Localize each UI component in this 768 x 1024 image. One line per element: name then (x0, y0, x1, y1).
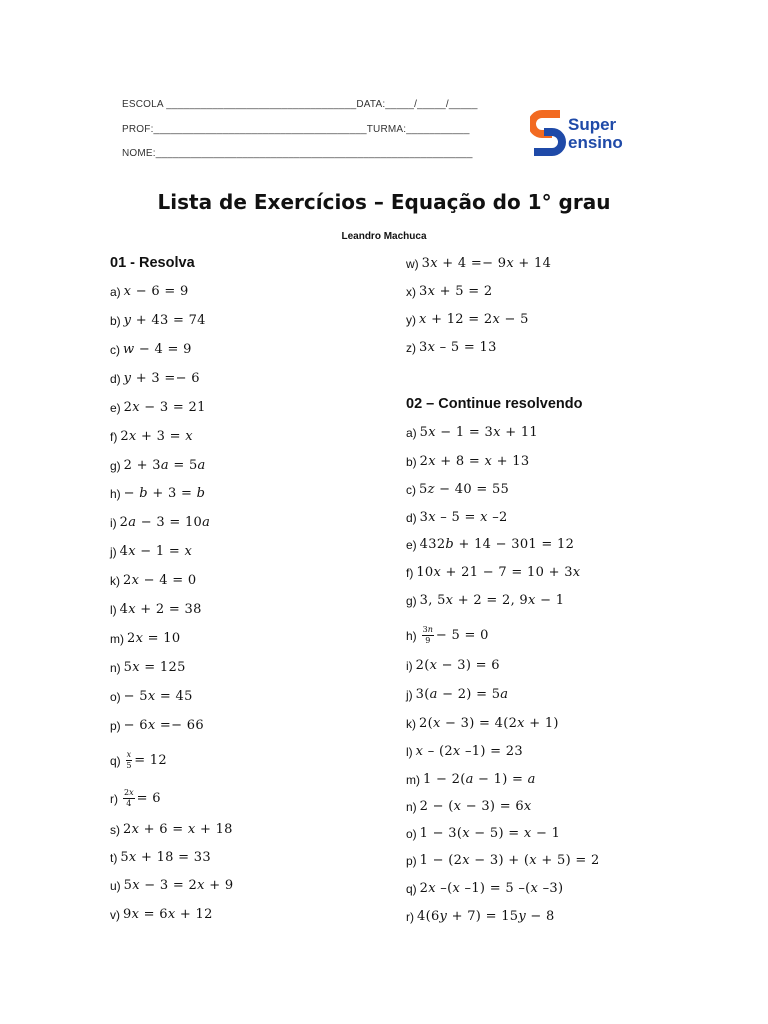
exercise-label: a) (406, 425, 417, 440)
equation-text: 2𝑥 + 8 = 𝑥 + 13 (419, 454, 530, 469)
exercise-label: w) (406, 256, 419, 271)
exercise-label: i) (110, 515, 117, 530)
logo-text-ensino: ensino (568, 133, 623, 152)
fraction-numerator: 𝑥 (126, 750, 132, 759)
exercise-2-j (406, 688, 508, 701)
exercise-label: k) (110, 573, 120, 588)
equation-text: 1 − (2𝑥 − 3) + (𝑥 + 5) = 2 (419, 853, 600, 868)
equation-text: 2𝑥 + 6 = 𝑥 + 18 (123, 822, 233, 837)
exercise-label: f) (406, 565, 414, 580)
exercise-label: o) (110, 689, 121, 704)
equation-text: 2𝑥 − 4 = 0 (123, 573, 197, 588)
fraction (123, 789, 135, 808)
equation-text: 𝑦 + 43 = 74 (123, 313, 206, 328)
equation-text: 3𝑥 – 5 = 𝑥 –2 (419, 510, 508, 525)
exercise-1-d (110, 372, 200, 385)
exercise-label: r) (110, 791, 118, 806)
equation-text: 4𝑥 + 2 = 38 (119, 602, 202, 617)
equation-text: 2(𝑥 − 3) = 4(2𝑥 + 1) (419, 716, 559, 731)
exercise-1-u (110, 879, 233, 892)
equation-text: 2(𝑥 − 3) = 6 (415, 658, 500, 673)
exercise-label: e) (406, 537, 417, 552)
exercise-1-x (406, 285, 492, 298)
exercise-label: a) (110, 284, 121, 299)
exercise-label: d) (406, 510, 417, 525)
exercise-1-p (110, 719, 204, 732)
fraction (422, 626, 434, 645)
fraction-numerator: 3𝑛 (422, 625, 433, 634)
exercise-1-g (110, 459, 206, 472)
exercise-label: u) (110, 878, 121, 893)
equation-text: 2 + 3𝑎 = 5𝑎 (123, 458, 206, 473)
equation-text: 𝑤 − 4 = 9 (123, 342, 192, 357)
fraction-denominator: 9 (425, 636, 431, 645)
equation-text: 1 − 2(𝑎 − 1) = 𝑎 (423, 772, 536, 787)
exercise-1-r (110, 789, 161, 808)
equation-text: 4(6𝑦 + 7) = 15𝑦 − 8 (417, 909, 555, 924)
exercise-1-z (406, 341, 497, 354)
exercise-label: b) (406, 454, 417, 469)
fraction (126, 751, 133, 770)
exercise-label: l) (406, 744, 413, 759)
exercise-2-c (406, 483, 509, 496)
exercise-label: m) (406, 772, 420, 787)
exercise-1-f (110, 430, 193, 443)
exercise-1-l (110, 603, 202, 616)
equation-text: 2𝑥 − 3 = 21 (123, 400, 206, 415)
exercise-1-m (110, 632, 180, 645)
exercise-2-b (406, 455, 529, 468)
exercise-1-a (110, 285, 189, 298)
equation-text: 4𝑥 − 1 = 𝑥 (119, 544, 193, 559)
equation-text: 5𝑥 + 18 = 33 (120, 850, 211, 865)
logo-s-icon (530, 108, 566, 158)
exercise-label: b) (110, 313, 121, 328)
exercise-1-b (110, 314, 206, 327)
equation-text: 1 − 3(𝑥 − 5) = 𝑥 − 1 (419, 826, 561, 841)
exercise-label: j) (110, 544, 117, 559)
exercise-label: m) (110, 631, 124, 646)
equation-text: 5𝑥 − 1 = 3𝑥 + 11 (419, 425, 538, 440)
fraction-numerator: 2𝑥 (124, 788, 134, 797)
exercise-label: s) (110, 822, 120, 837)
section-2-title: 02 – Continue resolvendo (406, 396, 583, 412)
exercise-label: l) (110, 602, 117, 617)
exercise-label: j) (406, 687, 413, 702)
exercise-label: t) (110, 850, 118, 865)
exercise-label: n) (406, 799, 417, 814)
exercise-label: f) (110, 429, 118, 444)
exercise-2-a (406, 426, 538, 439)
exercise-2-h (406, 626, 489, 645)
exercise-label: p) (406, 853, 417, 868)
equation-text: 5𝑧 − 40 = 55 (419, 482, 510, 497)
equation-text: 5𝑥 = 125 (123, 660, 186, 675)
exercise-label: c) (406, 482, 416, 497)
equation-text: − 𝑏 + 3 = 𝑏 (123, 486, 206, 501)
exercise-label: q) (110, 753, 121, 768)
equation-text: 3(𝑎 − 2) = 5𝑎 (415, 687, 509, 702)
exercise-1-c (110, 343, 192, 356)
exercise-label: q) (406, 881, 417, 896)
fraction-denominator: 4 (126, 799, 132, 808)
exercise-label: x) (406, 284, 416, 299)
exercise-1-o (110, 690, 193, 703)
name-field: NOME:_______________________________________________________ (122, 148, 473, 159)
exercise-label: g) (110, 458, 121, 473)
exercise-2-q (406, 882, 563, 895)
section-1-title: 01 - Resolva (110, 255, 195, 271)
logo-text-super: Super (568, 115, 617, 134)
exercise-2-k (406, 717, 559, 730)
exercise-label: c) (110, 342, 120, 357)
exercise-label: n) (110, 660, 121, 675)
exercise-label: y) (406, 312, 416, 327)
fraction-denominator: 5 (126, 761, 132, 770)
exercise-1-t (110, 851, 211, 864)
equation-text: 2𝑥 –(𝑥 –1) = 5 –(𝑥 –3) (419, 881, 564, 896)
page-title: Lista de Exercícios – Equação do 1° grau (157, 190, 611, 214)
exercise-1-i (110, 516, 210, 529)
equation-text: 432𝑏 + 14 − 301 = 12 (419, 537, 575, 552)
exercise-1-q (110, 751, 167, 770)
equation-text: 𝑥 − 6 = 9 (123, 284, 189, 299)
equation-text: 2𝑥 = 10 (127, 631, 181, 646)
exercise-label: v) (110, 907, 120, 922)
exercise-label: p) (110, 718, 121, 733)
exercise-1-s (110, 823, 233, 836)
exercise-1-e (110, 401, 206, 414)
exercise-label: g) (406, 593, 417, 608)
school-field: ESCOLA _________________________________DATA:_____/_____/_____ (122, 99, 478, 110)
equation-text: − 6𝑥 =− 66 (123, 718, 204, 733)
equation-text: 2𝑎 − 3 = 10𝑎 (119, 515, 211, 530)
equation-text: 𝑦 + 3 =− 6 (123, 371, 200, 386)
equation-text: 3, 5𝑥 + 2 = 2, 9𝑥 − 1 (419, 593, 565, 608)
exercise-2-d (406, 511, 508, 524)
exercise-2-m (406, 773, 536, 786)
equation-text: 3𝑥 – 5 = 13 (419, 340, 497, 355)
exercise-1-v (110, 908, 213, 921)
equation-text: 10𝑥 + 21 − 7 = 10 + 3𝑥 (416, 565, 581, 580)
exercise-label: z) (406, 340, 416, 355)
equation-text: − 5𝑥 = 45 (123, 689, 193, 704)
equation-text: 3𝑥 + 5 = 2 (419, 284, 493, 299)
exercise-label: k) (406, 716, 416, 731)
exercise-label: r) (406, 909, 414, 924)
equation-text: 𝑥 – (2𝑥 –1) = 23 (415, 744, 523, 759)
equation-text: 𝑥 + 12 = 2𝑥 − 5 (419, 312, 529, 327)
exercise-label: o) (406, 826, 417, 841)
equation-text: = 12 (134, 753, 167, 768)
exercise-2-o (406, 827, 560, 840)
exercise-label: d) (110, 371, 121, 386)
exercise-2-l (406, 745, 523, 758)
exercise-label: h) (110, 486, 121, 501)
equation-text: 3𝑥 + 4 =− 9𝑥 + 14 (421, 256, 552, 271)
exercise-2-f (406, 566, 580, 579)
exercise-label: e) (110, 400, 121, 415)
equation-text: − 5 = 0 (435, 628, 489, 643)
exercise-1-n (110, 661, 186, 674)
super-ensino-logo (530, 108, 650, 158)
exercise-2-g (406, 594, 564, 607)
equation-text: 2𝑥 + 3 = 𝑥 (120, 429, 193, 444)
exercise-1-w (406, 257, 551, 270)
exercise-2-p (406, 854, 600, 867)
equation-text: = 6 (136, 791, 161, 806)
exercise-1-h (110, 487, 205, 500)
exercise-2-e (406, 538, 574, 551)
equation-text: 2 − (𝑥 − 3) = 6𝑥 (419, 799, 532, 814)
author-name: Leandro Machuca (341, 231, 427, 242)
teacher-field: PROF:_____________________________________TURMA:___________ (122, 124, 470, 135)
equation-text: 9𝑥 = 6𝑥 + 12 (123, 907, 213, 922)
exercise-1-j (110, 545, 192, 558)
exercise-label: i) (406, 658, 413, 673)
exercise-2-n (406, 800, 532, 813)
exercise-2-i (406, 659, 500, 672)
equation-text: 5𝑥 − 3 = 2𝑥 + 9 (123, 878, 234, 893)
exercise-1-k (110, 574, 196, 587)
exercise-2-r (406, 910, 555, 923)
exercise-label: h) (406, 628, 417, 643)
exercise-1-y (406, 313, 529, 326)
